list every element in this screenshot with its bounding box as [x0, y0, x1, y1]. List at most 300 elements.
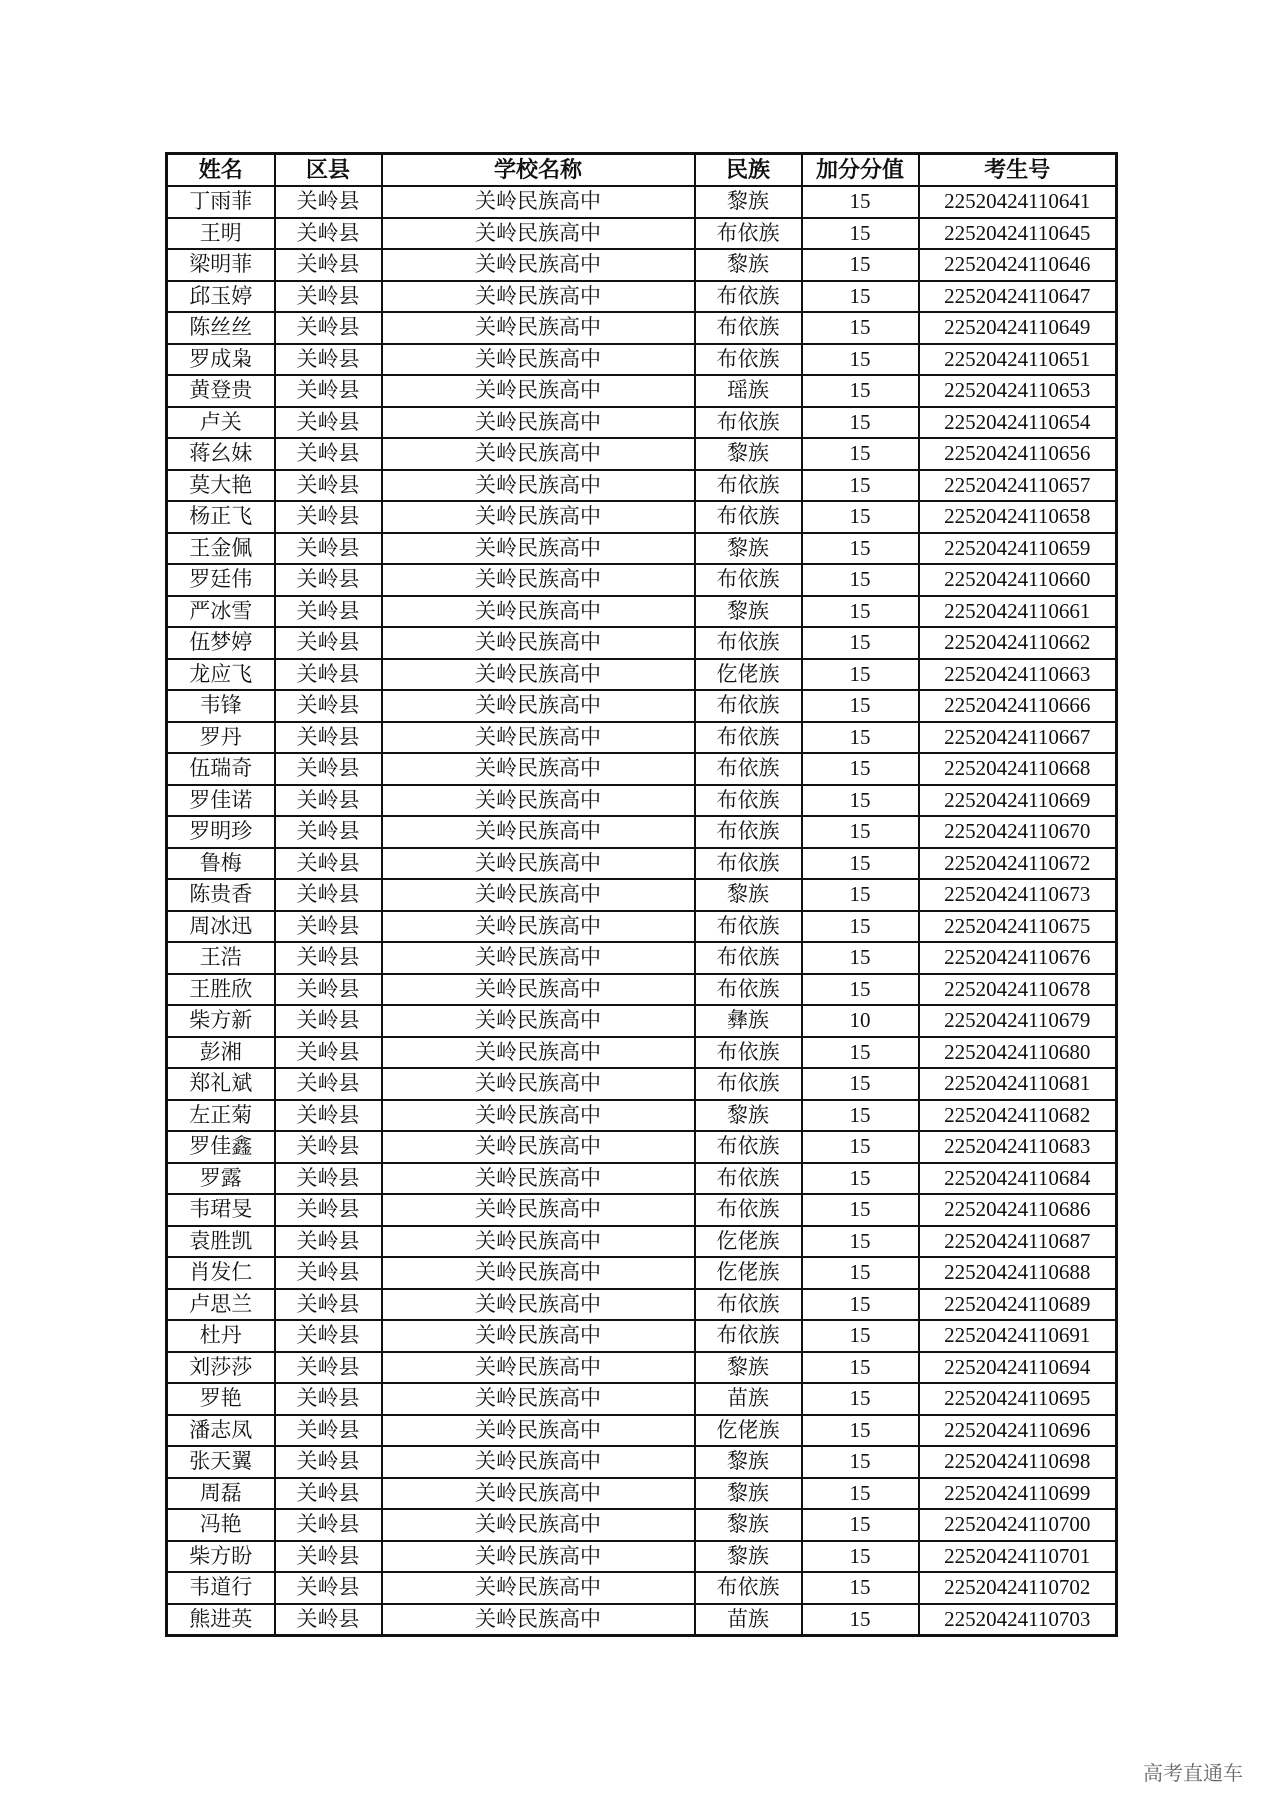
cell-name: 莫大艳 [167, 470, 275, 502]
table-row [167, 942, 1117, 974]
cell-bonus-points: 15 [802, 1541, 919, 1573]
table-row [167, 1415, 1117, 1447]
cell-ethnicity: 布依族 [695, 1037, 802, 1069]
cell-exam-id: 22520424110698 [919, 1446, 1117, 1478]
cell-ethnicity: 仡佬族 [695, 1415, 802, 1447]
cell-district: 关岭县 [275, 627, 382, 659]
cell-bonus-points: 15 [802, 281, 919, 313]
table-row [167, 722, 1117, 754]
cell-name: 熊进英 [167, 1604, 275, 1636]
cell-name: 刘莎莎 [167, 1352, 275, 1384]
cell-district: 关岭县 [275, 974, 382, 1006]
table-row [167, 1352, 1117, 1384]
cell-name: 龙应飞 [167, 659, 275, 691]
cell-bonus-points: 15 [802, 816, 919, 848]
cell-exam-id: 22520424110696 [919, 1415, 1117, 1447]
cell-school: 关岭民族高中 [382, 186, 695, 218]
cell-ethnicity: 布依族 [695, 1194, 802, 1226]
cell-school: 关岭民族高中 [382, 816, 695, 848]
cell-school: 关岭民族高中 [382, 1068, 695, 1100]
cell-exam-id: 22520424110670 [919, 816, 1117, 848]
cell-exam-id: 22520424110694 [919, 1352, 1117, 1384]
cell-bonus-points: 15 [802, 1415, 919, 1447]
cell-ethnicity: 瑶族 [695, 375, 802, 407]
cell-school: 关岭民族高中 [382, 690, 695, 722]
cell-district: 关岭县 [275, 1604, 382, 1636]
table-row [167, 1163, 1117, 1195]
table-row [167, 627, 1117, 659]
cell-exam-id: 22520424110684 [919, 1163, 1117, 1195]
cell-school: 关岭民族高中 [382, 470, 695, 502]
table-row [167, 249, 1117, 281]
cell-ethnicity: 黎族 [695, 1478, 802, 1510]
table-row [167, 1068, 1117, 1100]
cell-district: 关岭县 [275, 1446, 382, 1478]
cell-bonus-points: 15 [802, 1572, 919, 1604]
cell-bonus-points: 15 [802, 1226, 919, 1258]
cell-ethnicity: 布依族 [695, 1068, 802, 1100]
cell-ethnicity: 布依族 [695, 281, 802, 313]
cell-ethnicity: 黎族 [695, 1352, 802, 1384]
cell-bonus-points: 15 [802, 627, 919, 659]
cell-exam-id: 22520424110646 [919, 249, 1117, 281]
cell-name: 梁明菲 [167, 249, 275, 281]
cell-ethnicity: 布依族 [695, 1131, 802, 1163]
cell-bonus-points: 15 [802, 879, 919, 911]
cell-bonus-points: 15 [802, 533, 919, 565]
cell-bonus-points: 15 [802, 753, 919, 785]
cell-name: 鲁梅 [167, 848, 275, 880]
cell-ethnicity: 布依族 [695, 785, 802, 817]
cell-name: 罗明珍 [167, 816, 275, 848]
cell-school: 关岭民族高中 [382, 942, 695, 974]
cell-ethnicity: 仡佬族 [695, 1226, 802, 1258]
cell-name: 冯艳 [167, 1509, 275, 1541]
cell-ethnicity: 布依族 [695, 848, 802, 880]
cell-name: 韦珺旻 [167, 1194, 275, 1226]
cell-school: 关岭民族高中 [382, 659, 695, 691]
cell-name: 严冰雪 [167, 596, 275, 628]
cell-school: 关岭民族高中 [382, 1320, 695, 1352]
cell-name: 蒋幺妹 [167, 438, 275, 470]
cell-bonus-points: 15 [802, 974, 919, 1006]
cell-school: 关岭民族高中 [382, 1037, 695, 1069]
cell-district: 关岭县 [275, 1352, 382, 1384]
cell-name: 邱玉婷 [167, 281, 275, 313]
cell-ethnicity: 黎族 [695, 1509, 802, 1541]
cell-ethnicity: 布依族 [695, 722, 802, 754]
cell-bonus-points: 15 [802, 1068, 919, 1100]
cell-exam-id: 22520424110660 [919, 564, 1117, 596]
table-row [167, 470, 1117, 502]
table-row [167, 879, 1117, 911]
cell-bonus-points: 15 [802, 218, 919, 250]
cell-name: 杜丹 [167, 1320, 275, 1352]
cell-district: 关岭县 [275, 375, 382, 407]
cell-exam-id: 22520424110691 [919, 1320, 1117, 1352]
cell-name: 柴方新 [167, 1005, 275, 1037]
cell-ethnicity: 布依族 [695, 1289, 802, 1321]
cell-school: 关岭民族高中 [382, 1446, 695, 1478]
cell-name: 郑礼斌 [167, 1068, 275, 1100]
cell-name: 罗艳 [167, 1383, 275, 1415]
cell-school: 关岭民族高中 [382, 281, 695, 313]
table-row [167, 1509, 1117, 1541]
cell-school: 关岭民族高中 [382, 533, 695, 565]
cell-ethnicity: 黎族 [695, 1100, 802, 1132]
cell-name: 周磊 [167, 1478, 275, 1510]
cell-bonus-points: 15 [802, 1257, 919, 1289]
cell-school: 关岭民族高中 [382, 438, 695, 470]
cell-exam-id: 22520424110688 [919, 1257, 1117, 1289]
table-row [167, 344, 1117, 376]
cell-exam-id: 22520424110695 [919, 1383, 1117, 1415]
cell-bonus-points: 15 [802, 1604, 919, 1636]
cell-ethnicity: 布依族 [695, 816, 802, 848]
cell-school: 关岭民族高中 [382, 596, 695, 628]
cell-ethnicity: 布依族 [695, 501, 802, 533]
cell-district: 关岭县 [275, 533, 382, 565]
cell-bonus-points: 15 [802, 1194, 919, 1226]
cell-school: 关岭民族高中 [382, 375, 695, 407]
cell-bonus-points: 15 [802, 1383, 919, 1415]
cell-district: 关岭县 [275, 249, 382, 281]
cell-exam-id: 22520424110641 [919, 186, 1117, 218]
cell-exam-id: 22520424110678 [919, 974, 1117, 1006]
cell-exam-id: 22520424110702 [919, 1572, 1117, 1604]
cell-exam-id: 22520424110649 [919, 312, 1117, 344]
table-row [167, 1320, 1117, 1352]
cell-ethnicity: 黎族 [695, 533, 802, 565]
cell-bonus-points: 15 [802, 785, 919, 817]
cell-ethnicity: 彝族 [695, 1005, 802, 1037]
cell-school: 关岭民族高中 [382, 879, 695, 911]
cell-district: 关岭县 [275, 1163, 382, 1195]
header-ethnicity: 民族 [695, 154, 802, 187]
cell-district: 关岭县 [275, 911, 382, 943]
cell-name: 罗丹 [167, 722, 275, 754]
cell-bonus-points: 15 [802, 1478, 919, 1510]
cell-exam-id: 22520424110699 [919, 1478, 1117, 1510]
cell-name: 卢关 [167, 407, 275, 439]
cell-district: 关岭县 [275, 848, 382, 880]
table-header-row [167, 154, 1117, 187]
cell-school: 关岭民族高中 [382, 1478, 695, 1510]
cell-school: 关岭民族高中 [382, 501, 695, 533]
cell-ethnicity: 布依族 [695, 1163, 802, 1195]
cell-name: 罗佳鑫 [167, 1131, 275, 1163]
table-row [167, 533, 1117, 565]
cell-name: 罗露 [167, 1163, 275, 1195]
cell-name: 彭湘 [167, 1037, 275, 1069]
cell-name: 罗佳诺 [167, 785, 275, 817]
cell-bonus-points: 15 [802, 312, 919, 344]
header-school: 学校名称 [382, 154, 695, 187]
cell-name: 黄登贵 [167, 375, 275, 407]
cell-school: 关岭民族高中 [382, 753, 695, 785]
cell-ethnicity: 布依族 [695, 753, 802, 785]
cell-exam-id: 22520424110675 [919, 911, 1117, 943]
cell-school: 关岭民族高中 [382, 1604, 695, 1636]
cell-exam-id: 22520424110703 [919, 1604, 1117, 1636]
cell-ethnicity: 布依族 [695, 407, 802, 439]
cell-bonus-points: 15 [802, 1100, 919, 1132]
cell-name: 陈贵香 [167, 879, 275, 911]
cell-school: 关岭民族高中 [382, 1131, 695, 1163]
cell-bonus-points: 15 [802, 375, 919, 407]
cell-ethnicity: 布依族 [695, 218, 802, 250]
cell-school: 关岭民族高中 [382, 848, 695, 880]
cell-bonus-points: 15 [802, 1289, 919, 1321]
cell-ethnicity: 苗族 [695, 1604, 802, 1636]
cell-bonus-points: 10 [802, 1005, 919, 1037]
cell-name: 伍梦婷 [167, 627, 275, 659]
cell-name: 王明 [167, 218, 275, 250]
cell-district: 关岭县 [275, 1415, 382, 1447]
table-row [167, 501, 1117, 533]
cell-exam-id: 22520424110667 [919, 722, 1117, 754]
table-row [167, 375, 1117, 407]
table-row [167, 1572, 1117, 1604]
cell-exam-id: 22520424110676 [919, 942, 1117, 974]
table-row [167, 1604, 1117, 1636]
table-row [167, 407, 1117, 439]
cell-district: 关岭县 [275, 942, 382, 974]
table-row [167, 1194, 1117, 1226]
table-row [167, 564, 1117, 596]
cell-school: 关岭民族高中 [382, 344, 695, 376]
cell-school: 关岭民族高中 [382, 1194, 695, 1226]
header-exam-id: 考生号 [919, 154, 1117, 187]
cell-bonus-points: 15 [802, 1163, 919, 1195]
cell-district: 关岭县 [275, 1478, 382, 1510]
cell-ethnicity: 黎族 [695, 438, 802, 470]
cell-exam-id: 22520424110683 [919, 1131, 1117, 1163]
cell-ethnicity: 布依族 [695, 312, 802, 344]
cell-school: 关岭民族高中 [382, 722, 695, 754]
cell-name: 王金佩 [167, 533, 275, 565]
cell-district: 关岭县 [275, 1289, 382, 1321]
cell-name: 王浩 [167, 942, 275, 974]
cell-name: 陈丝丝 [167, 312, 275, 344]
cell-exam-id: 22520424110673 [919, 879, 1117, 911]
cell-exam-id: 22520424110656 [919, 438, 1117, 470]
cell-district: 关岭县 [275, 1509, 382, 1541]
cell-bonus-points: 15 [802, 596, 919, 628]
cell-school: 关岭民族高中 [382, 1415, 695, 1447]
cell-name: 韦道行 [167, 1572, 275, 1604]
cell-ethnicity: 黎族 [695, 1446, 802, 1478]
table-row [167, 848, 1117, 880]
cell-district: 关岭县 [275, 1131, 382, 1163]
cell-exam-id: 22520424110669 [919, 785, 1117, 817]
cell-bonus-points: 15 [802, 186, 919, 218]
cell-district: 关岭县 [275, 879, 382, 911]
cell-name: 张天翼 [167, 1446, 275, 1478]
table-row [167, 690, 1117, 722]
cell-ethnicity: 布依族 [695, 911, 802, 943]
cell-ethnicity: 布依族 [695, 974, 802, 1006]
cell-name: 王胜欣 [167, 974, 275, 1006]
cell-school: 关岭民族高中 [382, 911, 695, 943]
cell-district: 关岭县 [275, 470, 382, 502]
cell-name: 袁胜凯 [167, 1226, 275, 1258]
cell-district: 关岭县 [275, 690, 382, 722]
table-row [167, 1541, 1117, 1573]
table-row [167, 1446, 1117, 1478]
cell-ethnicity: 布依族 [695, 470, 802, 502]
table-row [167, 1100, 1117, 1132]
cell-school: 关岭民族高中 [382, 1226, 695, 1258]
cell-ethnicity: 布依族 [695, 690, 802, 722]
header-bonus-points: 加分分值 [802, 154, 919, 187]
cell-exam-id: 22520424110679 [919, 1005, 1117, 1037]
cell-school: 关岭民族高中 [382, 785, 695, 817]
cell-bonus-points: 15 [802, 1037, 919, 1069]
cell-exam-id: 22520424110661 [919, 596, 1117, 628]
cell-district: 关岭县 [275, 1226, 382, 1258]
cell-district: 关岭县 [275, 1383, 382, 1415]
table-row [167, 753, 1117, 785]
cell-bonus-points: 15 [802, 1446, 919, 1478]
cell-ethnicity: 布依族 [695, 344, 802, 376]
cell-bonus-points: 15 [802, 407, 919, 439]
cell-ethnicity: 黎族 [695, 1541, 802, 1573]
cell-district: 关岭县 [275, 501, 382, 533]
cell-school: 关岭民族高中 [382, 1100, 695, 1132]
table-row [167, 974, 1117, 1006]
cell-school: 关岭民族高中 [382, 249, 695, 281]
table-row [167, 1289, 1117, 1321]
cell-bonus-points: 15 [802, 501, 919, 533]
cell-name: 柴方盼 [167, 1541, 275, 1573]
cell-exam-id: 22520424110700 [919, 1509, 1117, 1541]
cell-ethnicity: 布依族 [695, 1572, 802, 1604]
cell-district: 关岭县 [275, 438, 382, 470]
cell-bonus-points: 15 [802, 564, 919, 596]
cell-ethnicity: 布依族 [695, 942, 802, 974]
cell-exam-id: 22520424110686 [919, 1194, 1117, 1226]
table-row [167, 312, 1117, 344]
table-row [167, 1005, 1117, 1037]
cell-district: 关岭县 [275, 186, 382, 218]
cell-district: 关岭县 [275, 1320, 382, 1352]
cell-ethnicity: 苗族 [695, 1383, 802, 1415]
table-row [167, 816, 1117, 848]
cell-school: 关岭民族高中 [382, 218, 695, 250]
table-row [167, 1383, 1117, 1415]
cell-exam-id: 22520424110657 [919, 470, 1117, 502]
cell-exam-id: 22520424110682 [919, 1100, 1117, 1132]
cell-exam-id: 22520424110668 [919, 753, 1117, 785]
cell-bonus-points: 15 [802, 438, 919, 470]
cell-bonus-points: 15 [802, 848, 919, 880]
table-row [167, 1131, 1117, 1163]
table-row [167, 659, 1117, 691]
cell-school: 关岭民族高中 [382, 1289, 695, 1321]
header-name: 姓名 [167, 154, 275, 187]
cell-name: 罗成枭 [167, 344, 275, 376]
cell-bonus-points: 15 [802, 690, 919, 722]
cell-exam-id: 22520424110666 [919, 690, 1117, 722]
cell-school: 关岭民族高中 [382, 974, 695, 1006]
cell-exam-id: 22520424110663 [919, 659, 1117, 691]
cell-exam-id: 22520424110689 [919, 1289, 1117, 1321]
cell-exam-id: 22520424110654 [919, 407, 1117, 439]
table-row [167, 281, 1117, 313]
cell-district: 关岭县 [275, 1194, 382, 1226]
cell-bonus-points: 15 [802, 722, 919, 754]
cell-ethnicity: 布依族 [695, 564, 802, 596]
header-district: 区县 [275, 154, 382, 187]
cell-exam-id: 22520424110659 [919, 533, 1117, 565]
cell-district: 关岭县 [275, 1100, 382, 1132]
table-row [167, 911, 1117, 943]
cell-bonus-points: 15 [802, 1320, 919, 1352]
table-row [167, 785, 1117, 817]
cell-name: 周冰迅 [167, 911, 275, 943]
cell-district: 关岭县 [275, 1572, 382, 1604]
cell-name: 韦锋 [167, 690, 275, 722]
cell-district: 关岭县 [275, 1541, 382, 1573]
cell-bonus-points: 15 [802, 659, 919, 691]
cell-district: 关岭县 [275, 407, 382, 439]
cell-district: 关岭县 [275, 722, 382, 754]
cell-district: 关岭县 [275, 659, 382, 691]
cell-school: 关岭民族高中 [382, 1352, 695, 1384]
cell-exam-id: 22520424110647 [919, 281, 1117, 313]
cell-bonus-points: 15 [802, 344, 919, 376]
cell-name: 肖发仁 [167, 1257, 275, 1289]
cell-school: 关岭民族高中 [382, 564, 695, 596]
cell-ethnicity: 仡佬族 [695, 659, 802, 691]
cell-exam-id: 22520424110662 [919, 627, 1117, 659]
cell-bonus-points: 15 [802, 249, 919, 281]
cell-district: 关岭县 [275, 785, 382, 817]
cell-district: 关岭县 [275, 1257, 382, 1289]
cell-name: 丁雨菲 [167, 186, 275, 218]
cell-ethnicity: 黎族 [695, 596, 802, 628]
cell-name: 杨正飞 [167, 501, 275, 533]
cell-district: 关岭县 [275, 1005, 382, 1037]
table-row [167, 1478, 1117, 1510]
cell-school: 关岭民族高中 [382, 1509, 695, 1541]
cell-bonus-points: 15 [802, 911, 919, 943]
cell-school: 关岭民族高中 [382, 1541, 695, 1573]
cell-district: 关岭县 [275, 312, 382, 344]
cell-bonus-points: 15 [802, 942, 919, 974]
cell-district: 关岭县 [275, 281, 382, 313]
cell-name: 潘志凤 [167, 1415, 275, 1447]
cell-bonus-points: 15 [802, 1131, 919, 1163]
table-row [167, 1037, 1117, 1069]
cell-ethnicity: 布依族 [695, 627, 802, 659]
cell-school: 关岭民族高中 [382, 627, 695, 659]
cell-district: 关岭县 [275, 1037, 382, 1069]
cell-exam-id: 22520424110687 [919, 1226, 1117, 1258]
cell-district: 关岭县 [275, 816, 382, 848]
cell-exam-id: 22520424110645 [919, 218, 1117, 250]
cell-ethnicity: 布依族 [695, 1320, 802, 1352]
cell-exam-id: 22520424110672 [919, 848, 1117, 880]
cell-name: 伍瑞奇 [167, 753, 275, 785]
cell-school: 关岭民族高中 [382, 1383, 695, 1415]
bonus-points-table [165, 152, 1118, 1637]
table-row [167, 218, 1117, 250]
cell-ethnicity: 黎族 [695, 186, 802, 218]
table-row [167, 438, 1117, 470]
cell-exam-id: 22520424110681 [919, 1068, 1117, 1100]
